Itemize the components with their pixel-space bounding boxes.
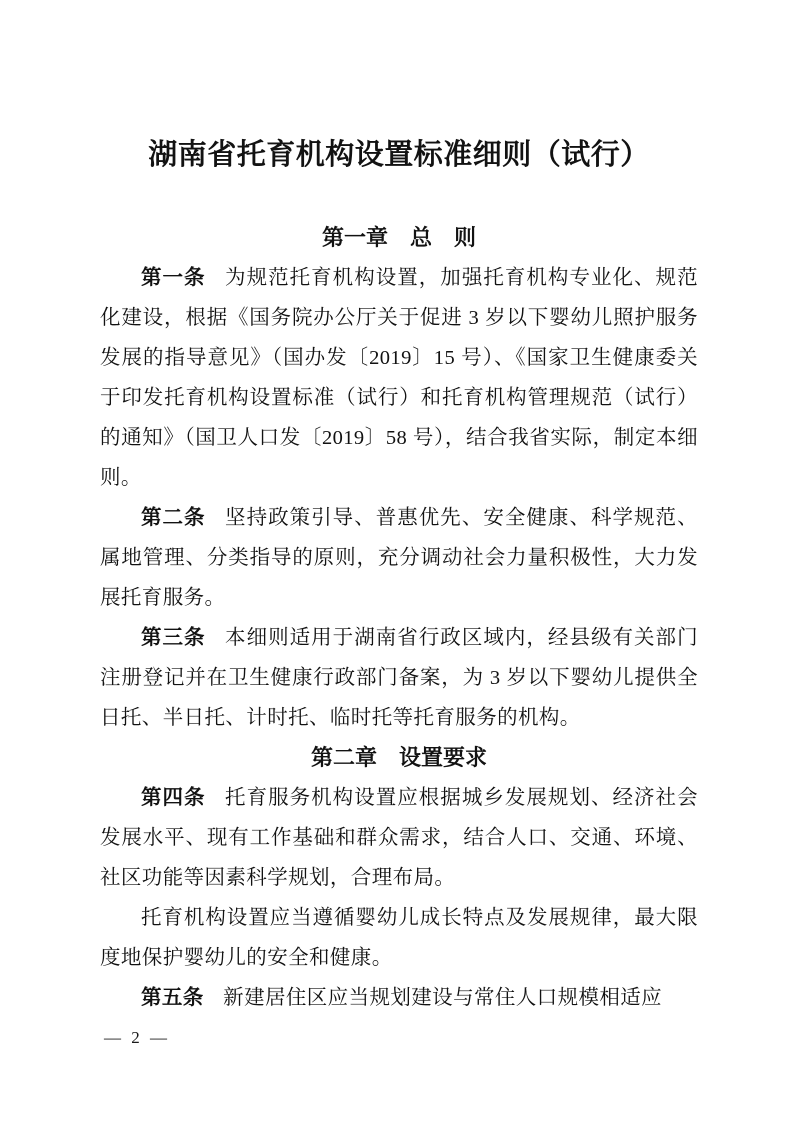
article-1-label: 第一条 [141, 266, 206, 289]
article-4-label: 第四条 [141, 786, 206, 809]
document-title: 湖南省托育机构设置标准细则（试行） [148, 139, 650, 171]
article-4-continuation-text: 托育机构设置应当遵循婴幼儿成长特点及发展规律，最大限度地保护婴幼儿的安全和健康。 [100, 907, 698, 969]
article-5-label: 第五条 [141, 986, 204, 1009]
chapter-1-heading: 第一章 总 则 [321, 225, 476, 250]
article-3-label: 第三条 [141, 626, 206, 649]
article-4 [100, 778, 698, 898]
chapter-2-heading: 第二章 设置要求 [310, 745, 487, 770]
article-3-text: 本细则适用于湖南省行政区域内，经县级有关部门注册登记并在卫生健康行政部门备案，为 3 岁以下婴幼儿提供全日托、半日托、计时托、临时托等托育服务的机构。 [100, 627, 698, 729]
article-2 [100, 498, 698, 618]
article-1 [100, 258, 698, 498]
article-3 [100, 618, 698, 738]
page-number: — 2 — [104, 1028, 170, 1047]
article-2-label: 第二条 [141, 506, 206, 529]
article-5 [100, 978, 698, 1018]
article-4-text: 托育服务机构设置应根据城乡发展规划、经济社会发展水平、现有工作基础和群众需求，结合人口、交通、环境、社区功能等因素科学规划，合理布局。 [100, 787, 698, 889]
article-5-text: 新建居住区应当规划建设与常住人口规模相适应 [223, 987, 663, 1009]
article-2-text: 坚持政策引导、普惠优先、安全健康、科学规范、属地管理、分类指导的原则，充分调动社会力量积极性，大力发展托育服务。 [100, 507, 698, 609]
article-1-text: 为规范托育机构设置，加强托育机构专业化、规范化建设，根据《国务院办公厅关于促进 3 岁以下婴幼儿照护服务发展的指导意见》（国办发〔2019〕15 号）、《国家卫生健康委关于印发托育机构设置标准（试行）和托育机构管理规范（试行）的通知》（国卫人口发〔2019〕58 号），结合我省实际，制定本细则。 [100, 267, 698, 489]
article-4-continuation [100, 898, 698, 978]
